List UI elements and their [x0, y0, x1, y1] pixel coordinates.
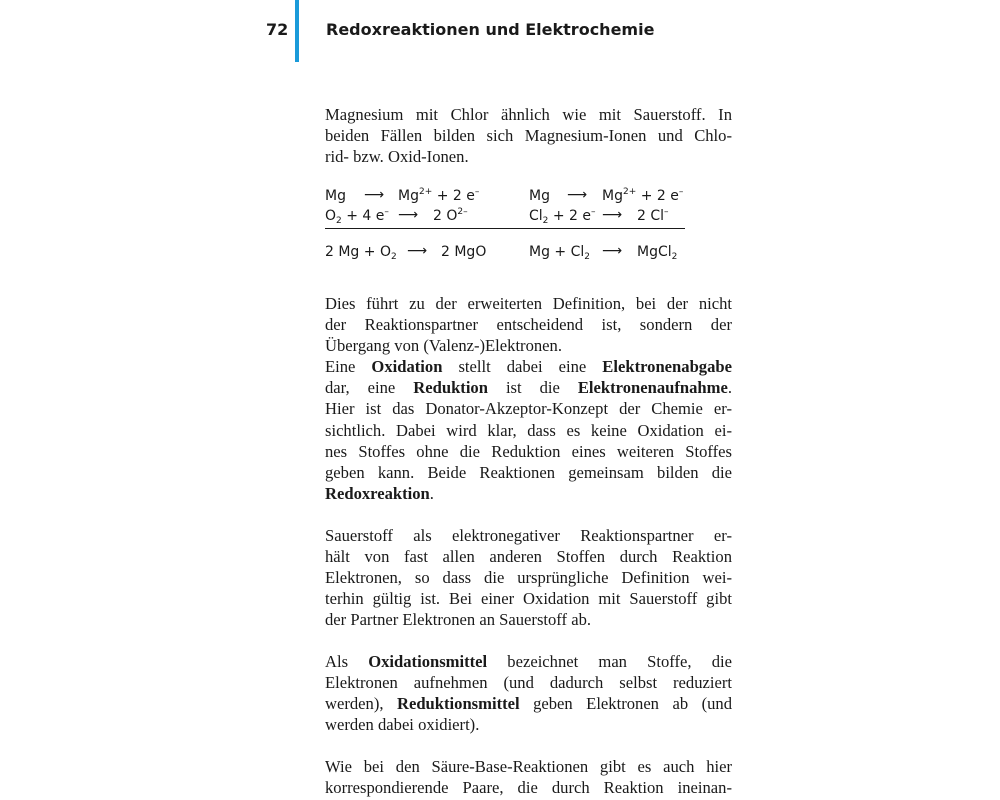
chapter-title: Redoxreaktionen und Elektrochemie — [326, 20, 655, 39]
eq-left-r1-rhs: $Mg^{2+} + 2$ e– — [398, 187, 480, 204]
text-line: beiden Fällen bilden sich Magnesium-Ionen und Chlo- — [325, 126, 732, 146]
text-line: der Partner Elektronen an Sauerstoff ab. — [325, 610, 592, 630]
term-reducing-agent: Reduktionsmittel — [396, 694, 520, 714]
text-line: Übergang von (Valenz-)Elektronen. — [325, 336, 562, 356]
text-line: werden), Reduktionsmittel geben Elektronen ab (und — [325, 694, 733, 714]
page-number: 72 — [266, 20, 289, 39]
text-line: sichtlich. Dabei wird klar, dass es keine Oxidation ei- — [325, 420, 732, 440]
eq-left-r2-rhs: 2 $O^{2-}$ — [433, 207, 468, 224]
text-line: Magnesium mit Chlor ähnlich wie mit Sauerstoff. In — [325, 105, 732, 124]
header-accent-bar — [295, 0, 299, 62]
equation-sum-rule — [325, 228, 685, 229]
text-line: der Reaktionspartner entscheidend ist, sondern der — [325, 315, 732, 335]
equation-table — [325, 188, 685, 268]
eq-right-sum-lhs: $Mg + Cl_2$ — [529, 244, 590, 262]
text-line: rid- bzw. Oxid-Ionen. — [325, 147, 469, 167]
arrow: ⟶ — [602, 243, 623, 259]
term-redox-reaction: Redoxreaktion — [325, 483, 430, 503]
text-line: Eine Oxidation stellt dabei eine Elektronenabgabe — [325, 357, 732, 377]
paragraph-oxygen — [325, 525, 732, 630]
text-line: Redoxreaktion. — [325, 483, 434, 503]
text-line: Sauerstoff als elektronegativer Reaktionspartner er- — [325, 526, 732, 545]
eq-right-r1-lhs: Mg — [529, 188, 550, 204]
text-line: dar, eine Reduktion ist die Elektronenaufnahme. — [325, 378, 732, 398]
eq-right-r2-lhs: $Cl_2 + 2$ e– — [529, 207, 596, 226]
arrow: ⟶ — [398, 207, 419, 223]
paragraph-agents — [325, 651, 732, 735]
term-oxidation: Oxidation — [371, 357, 443, 377]
text-line: Elektronen aufnehmen (und dadurch selbst reduziert — [325, 673, 732, 693]
arrow: ⟶ — [567, 187, 588, 203]
eq-left-sum-lhs: 2 $Mg + O_2$ — [325, 244, 397, 262]
arrow: ⟶ — [602, 207, 623, 223]
text-line: hält von fast allen anderen Stoffen durch Reaktion — [325, 547, 732, 567]
paragraph-intro — [325, 104, 732, 167]
text-line: nes Stoffes ohne die Reduktion eines weiteren Stoffes — [325, 441, 732, 461]
text-line: terhin gültig ist. Bei einer Oxidation mit Sauerstoff gibt — [325, 589, 732, 609]
text-line: Dies führt zu der erweiterten Definition, bei der nicht — [325, 294, 732, 313]
term-oxidizing-agent: Oxidationsmittel — [368, 652, 488, 671]
eq-left-r2-lhs: $O_2 + 4$ e– — [325, 207, 389, 226]
paragraph-pairs — [325, 756, 732, 798]
page-header — [0, 0, 1000, 64]
text-line: korrespondierende Paare, die durch Reaktion ineinan- — [325, 778, 732, 798]
eq-left-sum-rhs: 2 MgO — [441, 244, 487, 260]
eq-right-r1-rhs: $Mg^{2+} + 2$ e– — [602, 187, 684, 204]
term-reduction: Reduktion — [413, 378, 488, 398]
term-electron-uptake: Elektronenaufnahme — [577, 378, 728, 398]
text-line: Elektronen, so dass die ursprüngliche Definition wei- — [325, 568, 732, 588]
term-electron-release: Elektronenabgabe — [602, 357, 732, 377]
text-line: geben kann. Beide Reaktionen gemeinsam bilden die — [325, 462, 732, 482]
text-line: werden dabei oxidiert). — [325, 715, 480, 735]
arrow: ⟶ — [407, 243, 428, 259]
text-line: Wie bei den Säure-Base-Reaktionen gibt es auch hier — [325, 757, 732, 776]
eq-right-r2-rhs: 2 Cl– — [637, 207, 669, 224]
text-line: Hier ist das Donator-Akzeptor-Konzept der Chemie er- — [325, 399, 732, 419]
paragraph-definition — [325, 293, 732, 504]
eq-left-r1-lhs: Mg — [325, 188, 346, 204]
text-line: Als Oxidationsmittel bezeichnet man Stoffe, die — [325, 652, 732, 671]
eq-right-sum-rhs: MgCl$_2$ — [637, 244, 678, 262]
arrow: ⟶ — [364, 187, 385, 203]
